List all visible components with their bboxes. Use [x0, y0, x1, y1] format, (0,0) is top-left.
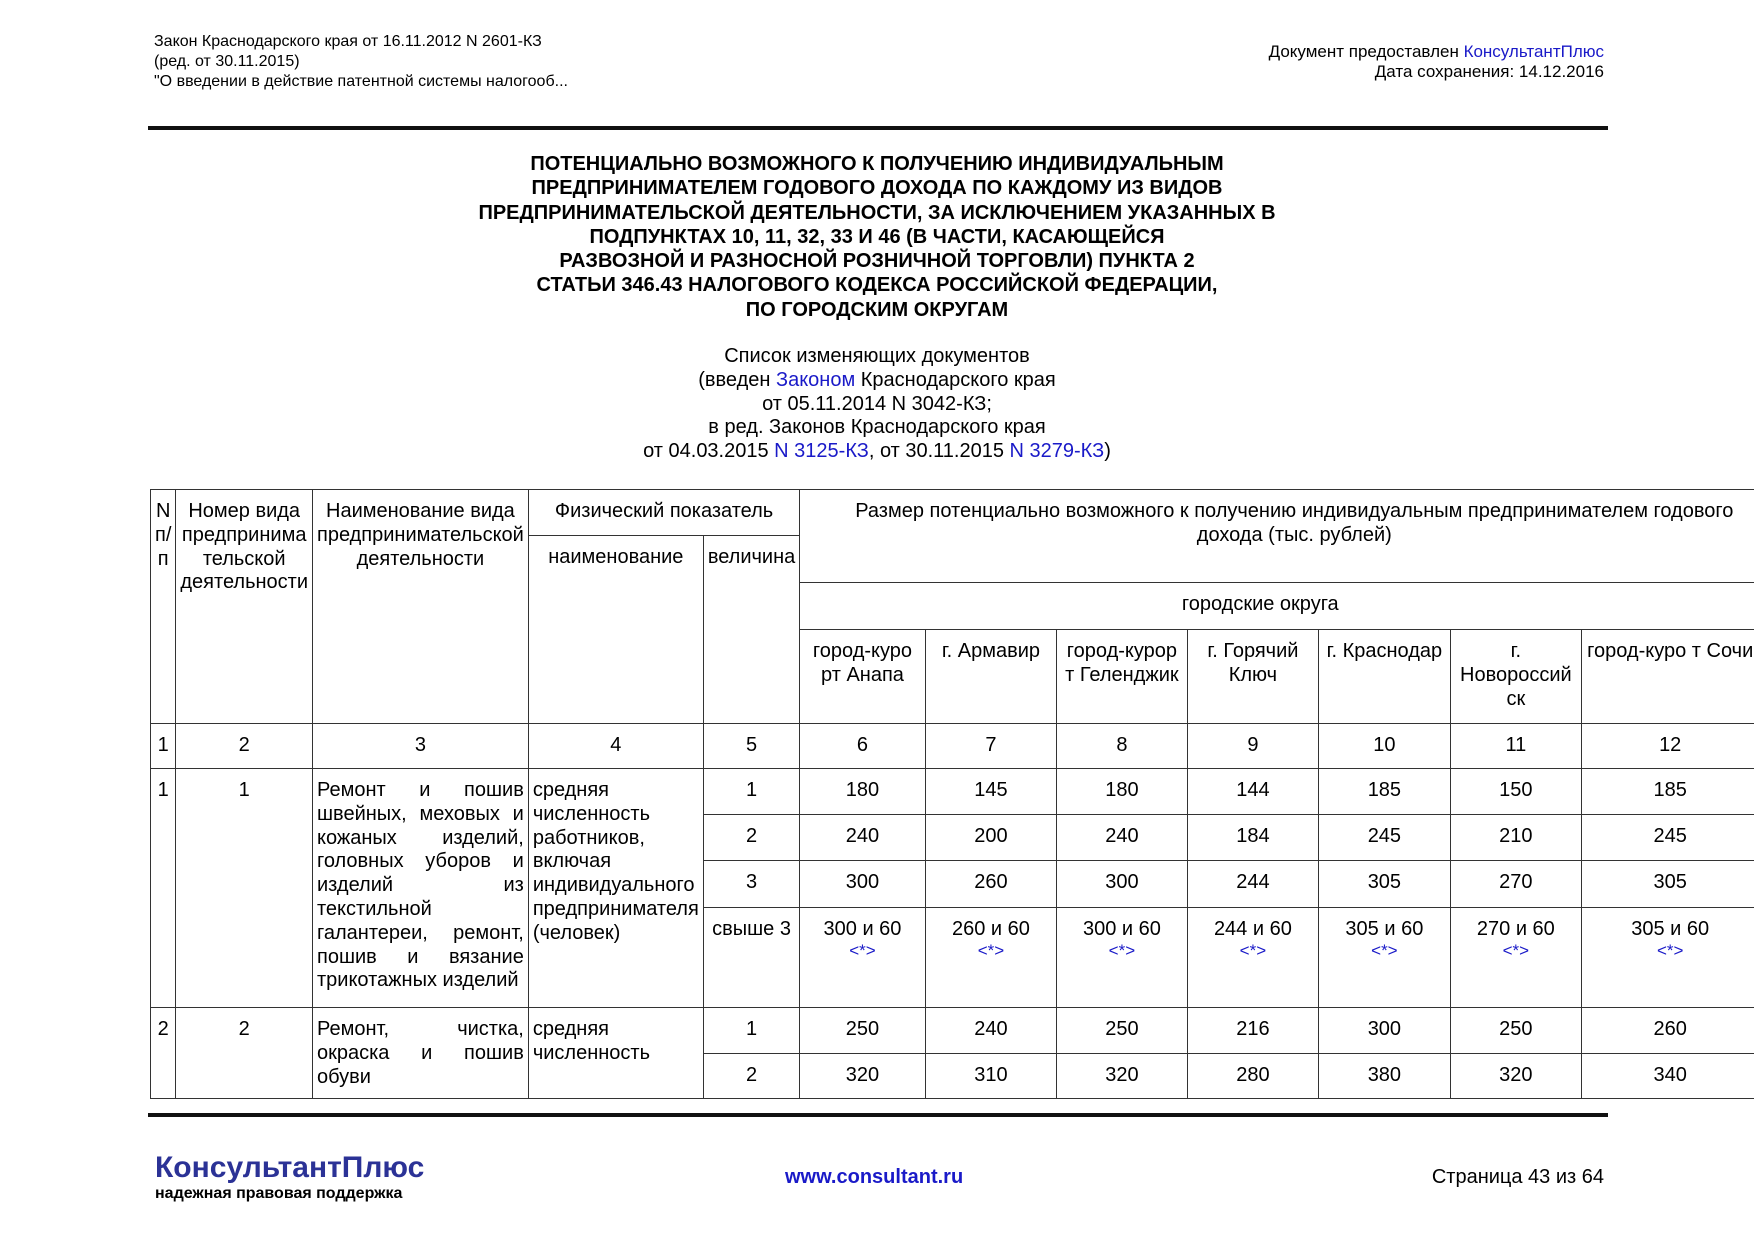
income-cell: 150	[1450, 769, 1581, 815]
logo-tagline: надежная правовая поддержка	[155, 1185, 403, 1202]
footnote-link[interactable]: <*>	[1371, 940, 1398, 960]
income-value: 300 и 60	[823, 918, 902, 940]
law-link-3279[interactable]: N 3279-КЗ	[1009, 440, 1105, 463]
income-value: 300 и 60	[1082, 918, 1161, 940]
income-cell: 260	[925, 861, 1056, 908]
income-cell	[1450, 908, 1581, 1008]
doc-title-line: Закон Краснодарского края от 16.11.2012 N 2601-КЗ	[154, 33, 542, 50]
income-cell: 244	[1187, 861, 1318, 908]
income-cell: 185	[1319, 769, 1450, 815]
amendment-text: от 05.11.2014 N 3042-КЗ;	[762, 392, 992, 415]
income-value: 244 и 60	[1213, 918, 1292, 940]
income-cell: 245	[1319, 815, 1450, 861]
page-indicator: Страница 43 из 64	[1431, 1166, 1604, 1188]
city-gelendzhik: город-курор т Геленджик	[1057, 630, 1187, 724]
income-cell: 300	[1057, 861, 1187, 908]
city-goryachiy-klyuch: г. Горячий Ключ	[1187, 630, 1318, 724]
income-cell: 250	[1450, 1008, 1581, 1054]
website-link[interactable]: www.consultant.ru	[785, 1166, 964, 1188]
indicator-value: свыше 3	[703, 908, 799, 1008]
income-cell	[1582, 908, 1754, 1008]
income-cell	[925, 908, 1056, 1008]
income-cell	[1319, 908, 1450, 1008]
title-line: РАЗВОЗНОЙ И РАЗНОСНОЙ РОЗНИЧНОЙ ТОРГОВЛИ) ПУНКТА 2	[559, 250, 1195, 273]
income-cell: 145	[925, 769, 1056, 815]
column-number: 10	[1319, 724, 1450, 769]
footnote-link[interactable]: <*>	[1108, 940, 1136, 960]
row-type-number: 2	[176, 1008, 313, 1099]
amendment-text: , от 30.11.2015	[868, 440, 1010, 463]
income-cell: 380	[1319, 1054, 1450, 1099]
amendment-text: Краснодарского края	[855, 368, 1056, 391]
law-link-3125[interactable]: N 3125-КЗ	[774, 440, 869, 463]
header-districts-text: городские округа	[1181, 593, 1339, 615]
income-cell: 305	[1319, 861, 1450, 908]
income-value: 270 и 60	[1476, 918, 1555, 940]
city-armavir: г. Армавир	[925, 630, 1056, 724]
income-cell: 180	[1057, 769, 1187, 815]
header-indicator-name: наименование	[528, 536, 703, 724]
income-cell: 300	[1319, 1008, 1450, 1054]
footnote-link[interactable]: <*>	[1656, 940, 1684, 960]
income-cell: 340	[1582, 1054, 1754, 1099]
income-cell: 240	[1057, 815, 1187, 861]
section-title	[0, 152, 1754, 322]
income-cell: 250	[800, 1008, 925, 1054]
income-cell: 216	[1187, 1008, 1318, 1054]
column-number: 5	[703, 724, 799, 769]
title-line: СТАТЬИ 346.43 НАЛОГОВОГО КОДЕКСА РОССИЙСКОЙ ФЕДЕРАЦИИ,	[536, 274, 1218, 297]
amendment-text: )	[1104, 440, 1111, 463]
income-cell: 180	[800, 769, 925, 815]
row-num: 1	[151, 769, 176, 1008]
table-row	[151, 769, 1754, 815]
city-krasnodar: г. Краснодар	[1319, 630, 1450, 724]
header-indicator-value: величина	[703, 536, 799, 724]
income-value: 305 и 60	[1631, 918, 1710, 940]
column-number: 3	[313, 724, 529, 769]
column-number: 11	[1450, 724, 1581, 769]
provider-info	[1269, 42, 1604, 82]
income-cell: 184	[1187, 815, 1318, 861]
city-sochi: город-куро т Сочи	[1582, 630, 1754, 724]
row-type-name: Ремонт и пошив швейных, меховых и кожаных изделий, головных уборов и изделий из текстильной галантереи, ремонт, пошив и вязание трикотажных изделий	[313, 769, 529, 1008]
income-cell: 240	[925, 1008, 1056, 1054]
row-num: 2	[151, 1008, 176, 1099]
doc-edition-line: (ред. от 30.11.2015)	[154, 53, 300, 70]
column-numbers-row	[151, 724, 1754, 769]
header-divider	[148, 126, 1608, 130]
save-date: Дата сохранения: 14.12.2016	[1374, 62, 1604, 81]
indicator-value: 1	[703, 769, 799, 815]
column-number: 4	[528, 724, 703, 769]
row-indicator-name: средняя численность	[528, 1008, 703, 1099]
footnote-link[interactable]: <*>	[1502, 940, 1530, 960]
income-cell: 250	[1057, 1008, 1187, 1054]
amendment-text: в ред. Законов Краснодарского края	[708, 416, 1046, 439]
amendment-text: от 04.03.2015	[643, 440, 775, 463]
indicator-value: 2	[703, 1054, 799, 1099]
income-cell: 305	[1582, 861, 1754, 908]
footnote-link[interactable]: <*>	[1239, 940, 1267, 960]
column-number: 7	[925, 724, 1056, 769]
income-cell: 310	[925, 1054, 1056, 1099]
income-cell: 280	[1187, 1054, 1318, 1099]
income-cell: 240	[800, 815, 925, 861]
doc-subject-line: "О введении в действие патентной системы налогооб...	[154, 73, 568, 90]
city-novorossiysk: г. Новороссий ск	[1450, 630, 1581, 724]
provided-by-label: Документ предоставлен	[1268, 42, 1464, 61]
provider-link[interactable]: КонсультантПлюс	[1463, 42, 1604, 61]
income-cell	[800, 908, 925, 1008]
title-line: ПОТЕНЦИАЛЬНО ВОЗМОЖНОГО К ПОЛУЧЕНИЮ ИНДИВИДУАЛЬНЫМ	[530, 153, 1224, 175]
row-indicator-name: средняя численность работников, включая индивидуального предпринимателя (человек)	[528, 769, 703, 1008]
footer-divider	[148, 1113, 1608, 1117]
income-cell: 200	[925, 815, 1056, 861]
amendment-text: (введен	[698, 368, 776, 391]
header-type-name: Наименование вида предпринимательской деятельности	[313, 490, 529, 724]
income-cell: 245	[1582, 815, 1754, 861]
column-number: 8	[1057, 724, 1187, 769]
table-row	[151, 1008, 1754, 1054]
title-line: ПО ГОРОДСКИМ ОКРУГАМ	[745, 298, 1009, 321]
income-cell: 185	[1582, 769, 1754, 815]
amendments-list	[0, 345, 1754, 464]
header-income-text: Размер потенциально возможного к получению индивидуальным предпринимателем годового дохода (тыс. рублей)	[855, 500, 1734, 546]
row-type-number: 1	[176, 769, 313, 1008]
title-line: ПРЕДПРИНИМАТЕЛЬСКОЙ ДЕЯТЕЛЬНОСТИ, ЗА ИСКЛЮЧЕНИЕМ УКАЗАННЫХ В	[478, 201, 1276, 224]
document-reference	[154, 32, 568, 92]
header-num: N п/п	[151, 490, 176, 724]
income-cell: 320	[1057, 1054, 1187, 1099]
indicator-value: 3	[703, 861, 799, 908]
income-cell	[1187, 908, 1318, 1008]
footnote-link[interactable]: <*>	[849, 940, 876, 960]
title-line: ПРЕДПРИНИМАТЕЛЕМ ГОДОВОГО ДОХОДА ПО КАЖДОМУ ИЗ ВИДОВ	[531, 177, 1223, 200]
column-number: 6	[800, 724, 925, 769]
income-cell: 320	[1450, 1054, 1581, 1099]
column-number: 9	[1187, 724, 1318, 769]
income-cell: 300	[800, 861, 925, 908]
amendments-heading: Список изменяющих документов	[724, 345, 1030, 367]
consultant-logo	[155, 1152, 424, 1204]
row-type-name: Ремонт, чистка, окраска и пошив обуви	[313, 1008, 529, 1099]
logo-name: КонсультантПлюс	[155, 1151, 425, 1184]
income-cell: 210	[1450, 815, 1581, 861]
header-physical-indicator: Физический показатель	[528, 490, 799, 536]
income-value: 260 и 60	[951, 918, 1030, 940]
title-line: ПОДПУНКТАХ 10, 11, 32, 33 И 46 (В ЧАСТИ, КАСАЮЩЕЙСЯ	[589, 225, 1165, 248]
income-cell: 260	[1582, 1008, 1754, 1054]
indicator-value: 1	[703, 1008, 799, 1054]
city-anapa: город-куро рт Анапа	[800, 630, 925, 724]
header-income	[800, 490, 1754, 583]
header-type-number: Номер вида предпринима тельской деятельности	[176, 490, 313, 724]
income-cell	[1057, 908, 1187, 1008]
income-value: 305 и 60	[1345, 918, 1424, 940]
column-number: 12	[1582, 724, 1754, 769]
income-cell: 270	[1450, 861, 1581, 908]
indicator-value: 2	[703, 815, 799, 861]
income-table	[150, 489, 1754, 1099]
column-number: 1	[151, 724, 176, 769]
income-cell: 144	[1187, 769, 1318, 815]
header-districts	[800, 583, 1754, 630]
income-cell: 320	[800, 1054, 925, 1099]
footnote-link[interactable]: <*>	[977, 940, 1005, 960]
law-link[interactable]: Законом	[775, 368, 856, 391]
column-number: 2	[176, 724, 313, 769]
